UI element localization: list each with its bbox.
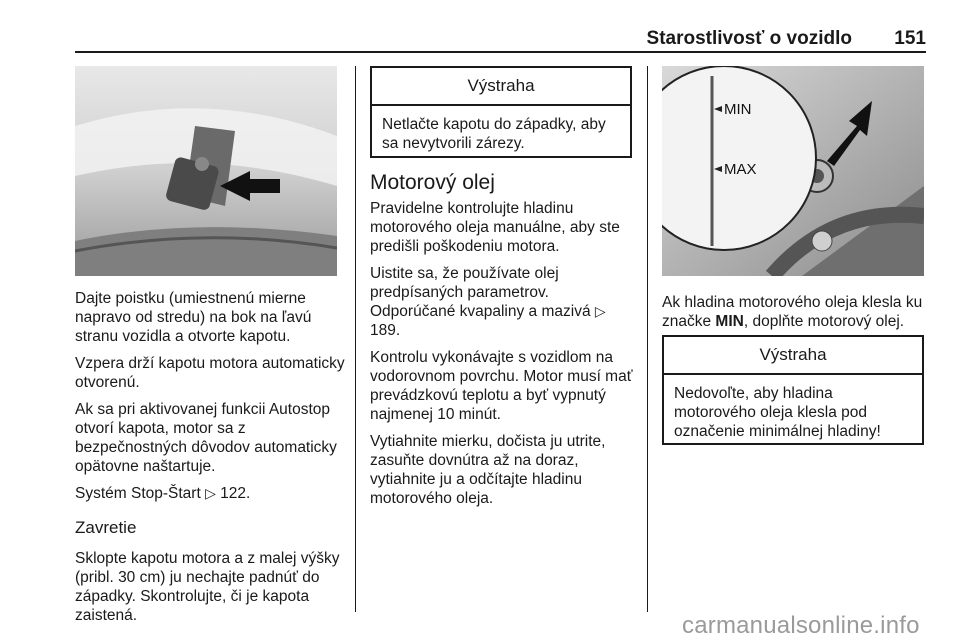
warning-text: Netlačte kapotu do západky, aby sa nevytvorili zárezy.	[382, 116, 606, 152]
warning-box-hood	[370, 66, 632, 158]
column-1	[75, 289, 345, 633]
warning-box-oil	[662, 335, 924, 445]
dipstick-max-label: MAX	[724, 161, 757, 178]
dipstick-paragraph: Vytiahnite mierku, dočista ju utrite, zasuňte dovnútra až na doraz, vytiahnite ju a odčítajte hladinu motorového oleja.	[370, 433, 606, 507]
page-number: 151	[894, 28, 926, 49]
oil-spec-text: Uistite sa, že používate olej predpísaných parametrov. Odporúčané kvapaliny a mazivá	[370, 265, 591, 320]
closing-heading: Zavretie	[75, 518, 137, 537]
stop-start-reference	[75, 484, 345, 503]
header-title: Starostlivosť o vozidlo	[646, 28, 852, 49]
dipstick-min-label: MIN	[724, 101, 752, 118]
stop-start-page-link[interactable]: 122.	[220, 485, 251, 502]
column-2	[370, 170, 638, 516]
stop-start-text: Systém Stop-Štart	[75, 485, 201, 502]
oil-level-text-end: , doplňte motorový olej.	[743, 313, 905, 330]
autostop-paragraph: Ak sa pri aktivovanej funkcii Autostop otvorí kapota, motor sa z bezpečnostných dôvodov automaticky opätovne naštartuje.	[75, 401, 337, 475]
column-divider-1	[355, 66, 356, 612]
oil-spec-reference	[370, 264, 638, 340]
column-3	[662, 293, 932, 339]
closing-paragraph: Sklopte kapotu motora a z malej výšky (pribl. 30 cm) ju nechajte padnúť do západky. Skontrolujte, či je kapota zaistená.	[75, 550, 340, 624]
hood-open-paragraph: Dajte poistku (umiestnenú mierne napravo od stredu) na bok na ľavú stranu vozidla a otvorte kapotu.	[75, 290, 312, 345]
oil-level-text: Ak hladina motorového oleja klesla ku značke	[662, 294, 923, 330]
column-divider-2	[647, 66, 648, 612]
prop-rod-paragraph: Vzpera drží kapotu motora automaticky otvorenú.	[75, 355, 345, 391]
oil-level-paragraph	[662, 293, 932, 331]
cross-reference-arrow-icon: ▷	[205, 485, 216, 501]
cross-reference-arrow-icon: ▷	[594, 303, 606, 319]
level-surface-paragraph: Kontrolu vykonávajte s vozidlom na vodorovnom povrchu. Motor musí mať prevádzkovú teplotu a byť vypnutý najmenej 10 minút.	[370, 349, 633, 423]
watermark: carmanualsonline.info	[682, 612, 920, 639]
header-rule	[75, 51, 926, 53]
warning-title: Výstraha	[372, 68, 630, 106]
min-mark-text: MIN	[715, 313, 744, 330]
warning-text: Nedovoľte, aby hladina motorového oleja klesla pod označenie minimálnej hladiny!	[674, 385, 881, 440]
warning-title: Výstraha	[664, 337, 922, 375]
oil-check-paragraph: Pravidelne kontrolujte hladinu motorového oleja manuálne, aby ste predišli poškodeniu motora.	[370, 200, 620, 255]
page-header	[0, 0, 960, 52]
dipstick-figure	[662, 66, 924, 276]
engine-oil-heading: Motorový olej	[370, 171, 495, 194]
fluids-page-link[interactable]: 189.	[370, 322, 401, 339]
hood-latch-figure	[75, 66, 337, 276]
